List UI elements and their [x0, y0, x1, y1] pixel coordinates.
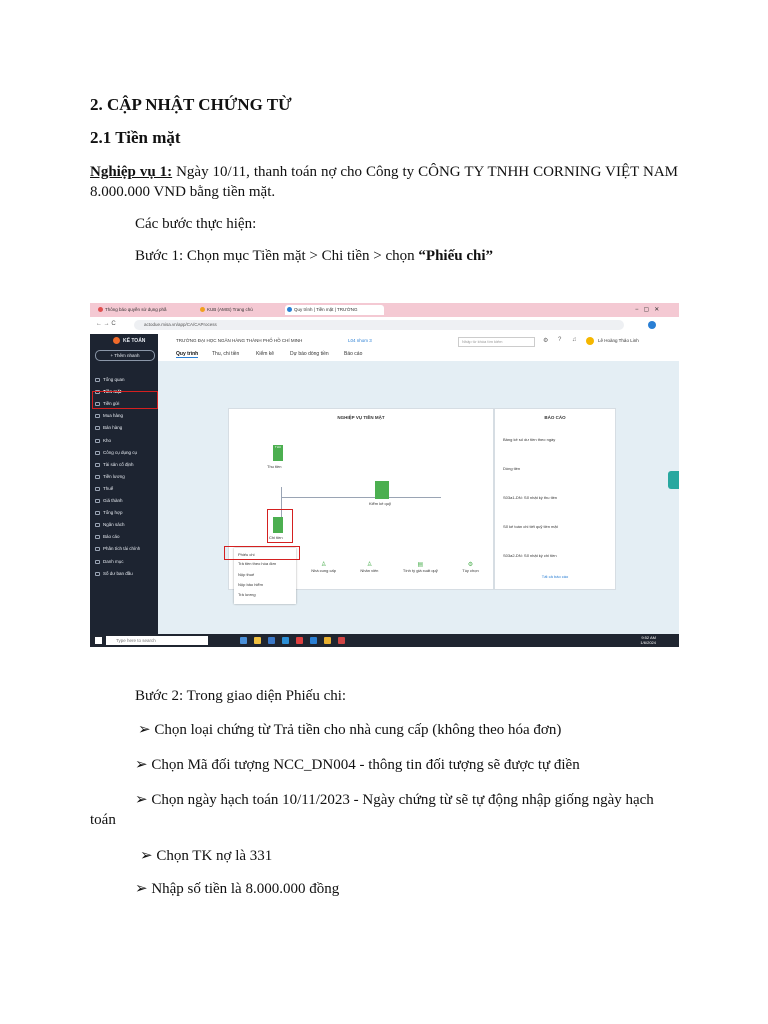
quick-add-button[interactable]: + Thêm nhanh [95, 350, 155, 361]
highlight-cash-menu [92, 391, 158, 409]
bullet-1: ➢ Chọn loại chứng từ Trả tiền cho nhà cung cấp (không theo hóa đơn) [138, 722, 562, 738]
menu-item-insurance[interactable]: Nộp bảo hiểm [238, 582, 263, 587]
sidebar-item-7[interactable] [93, 460, 156, 470]
app-sidebar [90, 334, 158, 634]
menu-item-payment-voucher[interactable]: Phiếu chi [238, 552, 255, 557]
sidebar-item-icon [95, 560, 100, 564]
top-nav [158, 334, 679, 349]
sidebar-item-label: Báo cáo [103, 534, 120, 540]
windows-start-icon[interactable] [95, 637, 102, 644]
menu-item-salary[interactable]: Trả lương [238, 592, 256, 597]
report-link-4[interactable]: Sổ kế toán chi tiết quỹ tiền mặt [503, 524, 558, 529]
settings-icon[interactable]: ⚙ [543, 338, 549, 344]
sidebar-item-13[interactable] [93, 532, 156, 542]
sidebar-item-label: Kho [103, 437, 112, 443]
tab-cash-forecast[interactable]: Dự báo dòng tiền [290, 351, 329, 357]
steps-intro: Các bước thực hiện: [135, 216, 257, 232]
shortcut-supplier[interactable]: ♙ Nhà cung cấp [311, 562, 336, 573]
sidebar-item-label: Tổng hợp [103, 510, 123, 516]
sidebar-item-label: Giá thành [103, 498, 123, 503]
report-link-3[interactable]: S03a1-DN: Sổ nhật ký thu tiền [503, 495, 558, 500]
receipt-node-icon[interactable]: THU [273, 445, 283, 461]
sidebar-item-icon [95, 535, 100, 539]
sidebar-item-label: Công cụ dụng cụ [103, 449, 138, 455]
browser-tab-2[interactable]: KUB (AMIS) Trang chủ [198, 305, 287, 315]
tab-reports[interactable]: Báo cáo [344, 351, 363, 357]
reports-title: BÁO CÁO [544, 415, 566, 420]
process-title: NGHIỆP VỤ TIỀN MẶT [337, 415, 385, 420]
sidebar-item-label: Ngân sách [103, 522, 125, 528]
window-controls[interactable]: −▢✕ [635, 307, 665, 313]
sidebar-item-3[interactable] [93, 411, 156, 421]
sidebar-item-16[interactable] [93, 569, 156, 579]
sidebar-item-icon [95, 547, 100, 551]
bullet-3: ➢ Chọn ngày hạch toán 10/11/2023 - Ngày chứng từ sẽ tự động nhập giống ngày hạch toán [90, 792, 654, 828]
sidebar-item-0[interactable] [93, 375, 156, 385]
receipt-node-label[interactable]: Thu tiền [267, 464, 282, 469]
report-link-1[interactable]: Bảng kê số dư tiền theo ngày [503, 437, 556, 442]
tab-process[interactable]: Quy trình [176, 351, 199, 357]
browser-tab-bar [90, 303, 679, 317]
sidebar-item-9[interactable] [93, 484, 156, 494]
profile-icon[interactable] [648, 321, 656, 329]
sidebar-item-12[interactable] [93, 520, 156, 530]
os-taskbar [90, 634, 679, 647]
options-icon: ⚙ [467, 562, 474, 568]
ledger-selector[interactable]: L04 nhom 3 [348, 338, 372, 343]
sidebar-item-4[interactable] [93, 423, 156, 433]
sidebar-item-label: Tiền mặt [103, 389, 122, 395]
heading-section-2-1: 2.1 Tiền mặt [90, 128, 181, 147]
sidebar-item-label: Tiền lương [103, 473, 125, 479]
app-screenshot [90, 303, 679, 647]
sidebar-item-icon [95, 451, 100, 455]
bullet-4: ➢ Chọn TK nợ là 331 [140, 848, 273, 864]
reports-panel [494, 408, 616, 590]
sidebar-item-label: Tiền gửi [103, 401, 120, 407]
step-2: Bước 2: Trong giao diện Phiếu chi: [135, 688, 347, 704]
sidebar-item-icon [95, 439, 100, 443]
all-reports-link[interactable]: Tất cả báo cáo [541, 574, 569, 579]
sidebar-item-11[interactable] [93, 508, 156, 518]
nav-buttons-icon[interactable]: ← → C [96, 321, 116, 327]
payment-node-label[interactable]: Chi tiền [269, 535, 283, 540]
org-name[interactable]: TRƯỜNG ĐẠI HỌC NGÂN HÀNG THÀNH PHỐ HỒ CHÍ MINH [176, 338, 303, 343]
url-field[interactable]: actodue.misa.vn/app/CA/CAProcess [134, 320, 624, 330]
main-content [158, 361, 679, 634]
sidebar-item-label: Tổng quan [103, 377, 125, 382]
sidebar-item-14[interactable] [93, 544, 156, 554]
sidebar-item-icon [95, 487, 100, 491]
report-link-2[interactable]: Dòng tiền [503, 466, 521, 471]
user-name[interactable]: Lê Hoàng Thảo Linh [598, 338, 639, 343]
side-chat-button[interactable] [668, 471, 679, 489]
tab-inventory-check[interactable]: Kiểm kê [256, 351, 275, 357]
sidebar-item-icon [95, 426, 100, 430]
app-icon[interactable] [338, 637, 345, 644]
sidebar-item-icon [95, 499, 100, 503]
sidebar-item-15[interactable] [93, 557, 156, 567]
inventory-node-icon[interactable] [375, 481, 389, 499]
avatar[interactable] [586, 337, 594, 345]
shortcut-options[interactable]: ⚙ Tùy chọn [462, 562, 479, 573]
browser-tab-3[interactable]: Quy trình | Tiền mặt | TRƯỜNG [285, 305, 384, 315]
sidebar-item-icon [95, 475, 100, 479]
highlight-payment-node [267, 509, 293, 543]
clock: 9:52 AM 1/6/2024 [640, 635, 656, 645]
exchange-rate-icon: ▤ [417, 562, 424, 568]
search-input[interactable]: Nhập từ khóa tìm kiếm [458, 337, 535, 347]
report-link-5[interactable]: S03a2-DN: Sổ nhật ký chi tiền [503, 553, 557, 558]
sidebar-item-icon [95, 523, 100, 527]
menu-item-tax[interactable]: Nộp thuế [238, 572, 255, 577]
tab-favicon-icon [98, 307, 103, 312]
sidebar-item-icon [95, 378, 100, 382]
sidebar-item-10[interactable] [93, 496, 156, 506]
employee-icon: ♙ [366, 562, 373, 568]
shortcut-exchange-rate[interactable]: ▤ Tính tỷ giá xuất quỹ [402, 562, 438, 573]
shortcut-employee[interactable]: ♙ Nhân viên [360, 562, 379, 573]
mail-icon[interactable] [268, 637, 275, 644]
browser-tab-1[interactable]: Thông báo quyền sử dụng phầ [96, 305, 200, 315]
bell-icon[interactable]: ♫ [572, 337, 577, 343]
step-1-text: Bước 1: Chọn mục Tiền mặt > Chi tiền > chọn [135, 248, 419, 264]
sidebar-item-label: Số dư ban đầu [103, 570, 133, 576]
sidebar-item-icon [95, 463, 100, 467]
sidebar-item-icon [95, 414, 100, 418]
address-bar [90, 317, 679, 335]
module-tabs [158, 348, 679, 362]
sidebar-item-label: Thuế [103, 485, 114, 491]
bullet-5: ➢ Nhập số tiền là 8.000.000 đồng [135, 881, 340, 897]
highlight-payment-voucher [224, 546, 300, 560]
sidebar-item-label: Tài sản cố định [103, 461, 134, 467]
edge-icon[interactable] [282, 637, 289, 644]
sidebar-item-8[interactable] [93, 472, 156, 482]
flow-line [281, 497, 441, 498]
operation-label: Nghiệp vụ 1: [90, 164, 173, 180]
folder-icon[interactable] [254, 637, 261, 644]
office-icon[interactable] [296, 637, 303, 644]
sidebar-item-label: Mua hàng [103, 413, 124, 419]
heading-section-2: 2. CẬP NHẬT CHỨNG TỪ [90, 95, 292, 114]
tab-favicon-icon [200, 307, 205, 312]
tab-receipts-payments[interactable]: Thu, chi tiền [212, 351, 240, 357]
paragraph-operation-1 [90, 162, 678, 202]
explorer-icon[interactable] [240, 637, 247, 644]
operation-text: Ngày 10/11, thanh toán nợ cho Công ty CÔNG TY TNHH CORNING VIỆT NAM 8.000.000 VND bằng tiền mặt. [90, 164, 678, 200]
app-title: KẾ TOÁN [123, 338, 146, 344]
process-shortcuts [299, 561, 491, 587]
sidebar-item-label: Danh mục [103, 558, 124, 564]
menu-item-pay-by-invoice[interactable]: Trả tiền theo hóa đơn [238, 561, 277, 566]
app-logo-icon [113, 337, 120, 344]
help-icon[interactable]: ? [558, 337, 562, 343]
sidebar-item-label: Bán hàng [103, 425, 123, 431]
supplier-icon: ♙ [320, 562, 327, 568]
sidebar-item-icon [95, 572, 100, 576]
sidebar-item-label: Phân tích tài chính [103, 546, 141, 552]
bullet-2: ➢ Chọn Mã đối tượng NCC_DN004 - thông tin đối tượng sẽ được tự điền [135, 757, 580, 773]
chrome-icon[interactable] [324, 637, 331, 644]
word-icon[interactable] [310, 637, 317, 644]
taskbar-search[interactable]: Type here to search [106, 636, 208, 645]
step-1-bold: “Phiếu chi” [418, 248, 493, 264]
step-1 [135, 246, 678, 266]
tab-favicon-icon [287, 307, 292, 312]
sidebar-item-6[interactable] [93, 448, 156, 458]
sidebar-item-icon [95, 511, 100, 515]
sidebar-item-5[interactable] [93, 436, 156, 446]
inventory-node-label[interactable]: Kiểm kê quỹ [369, 501, 392, 506]
